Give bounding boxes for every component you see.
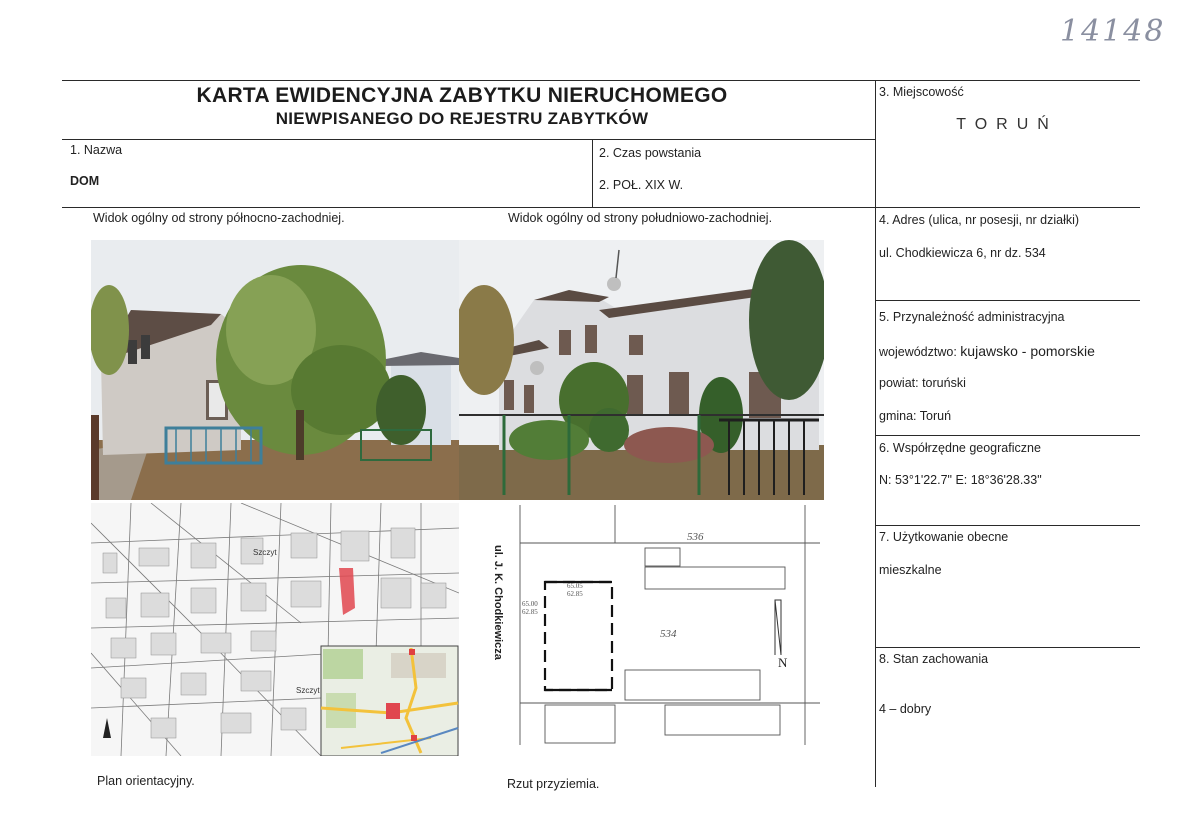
addr-divider [875,300,1140,301]
date-value: 2. POŁ. XIX W. [599,178,684,192]
plan-elev4: 62.85 [522,608,538,616]
plan-caption: Rzut przyziemia. [507,777,600,791]
condition-value: 4 – dobry [879,702,932,716]
usage-value: mieszkalne [879,563,942,577]
orientation-map [91,503,459,756]
photo-southwest [459,240,824,500]
date-label: 2. Czas powstania [599,146,702,160]
locality-value: TORUŃ [956,116,1058,133]
voivodeship-label: województwo: [879,345,961,359]
top-border [62,80,1140,81]
map-label-b: Szczyt [296,686,320,695]
locality-label: 3. Miejscowość [879,85,964,99]
photo2-caption: Widok ogólny od strony południowo-zachodniej. [508,211,773,225]
coordinates-value: N: 53°1'22.7" E: 18°36'28.33" [879,473,1042,487]
name-row-divider [62,207,1140,208]
map-caption: Plan orientacyjny. [97,774,195,788]
name-label: 1. Nazwa [70,143,123,157]
name-date-divider [592,139,593,207]
plan-parcel-top: 536 [687,531,704,543]
condition-label: 8. Stan zachowania [879,652,989,666]
ground-floor-plan [485,505,820,745]
title-divider [62,139,875,140]
admin-divider [875,435,1140,436]
plan-elev1: 65.05 [567,582,583,590]
usage-label: 7. Użytkowanie obecne [879,530,1009,544]
coordinates-label: 6. Współrzędne geograficzne [879,441,1041,455]
card-title: KARTA EWIDENCYJNA ZABYTKU NIERUCHOMEGO [196,84,728,107]
photo1-caption: Widok ogólny od strony północno-zachodniej. [93,211,345,225]
photo-northwest [91,240,459,500]
page-number: 14148 [1060,14,1166,49]
plan-north: N [778,655,788,670]
usage-divider [875,647,1140,648]
address-label: 4. Adres (ulica, nr posesji, nr działki) [879,213,1080,227]
voivodeship-value: kujawsko - pomorskie [960,343,1095,359]
address-value: ul. Chodkiewicza 6, nr dz. 534 [879,246,1046,260]
admin-label: 5. Przynależność administracyjna [879,310,1065,324]
right-column-divider [875,80,876,787]
geo-divider [875,525,1140,526]
map-label-a: Szczyt [253,548,277,557]
voivodeship-row [879,343,1095,359]
commune-value: gmina: Toruń [879,409,952,423]
plan-parcel-main: 534 [660,628,677,640]
card-subtitle: NIEWPISANEGO DO REJESTRU ZABYTKÓW [275,109,649,128]
plan-elev3: 65.00 [522,600,538,608]
name-value: DOM [70,174,100,188]
county-value: powiat: toruński [879,376,966,390]
plan-street-label: ul. J. K. Chodkiewicza [492,545,504,660]
plan-elev2: 62.85 [567,590,583,598]
